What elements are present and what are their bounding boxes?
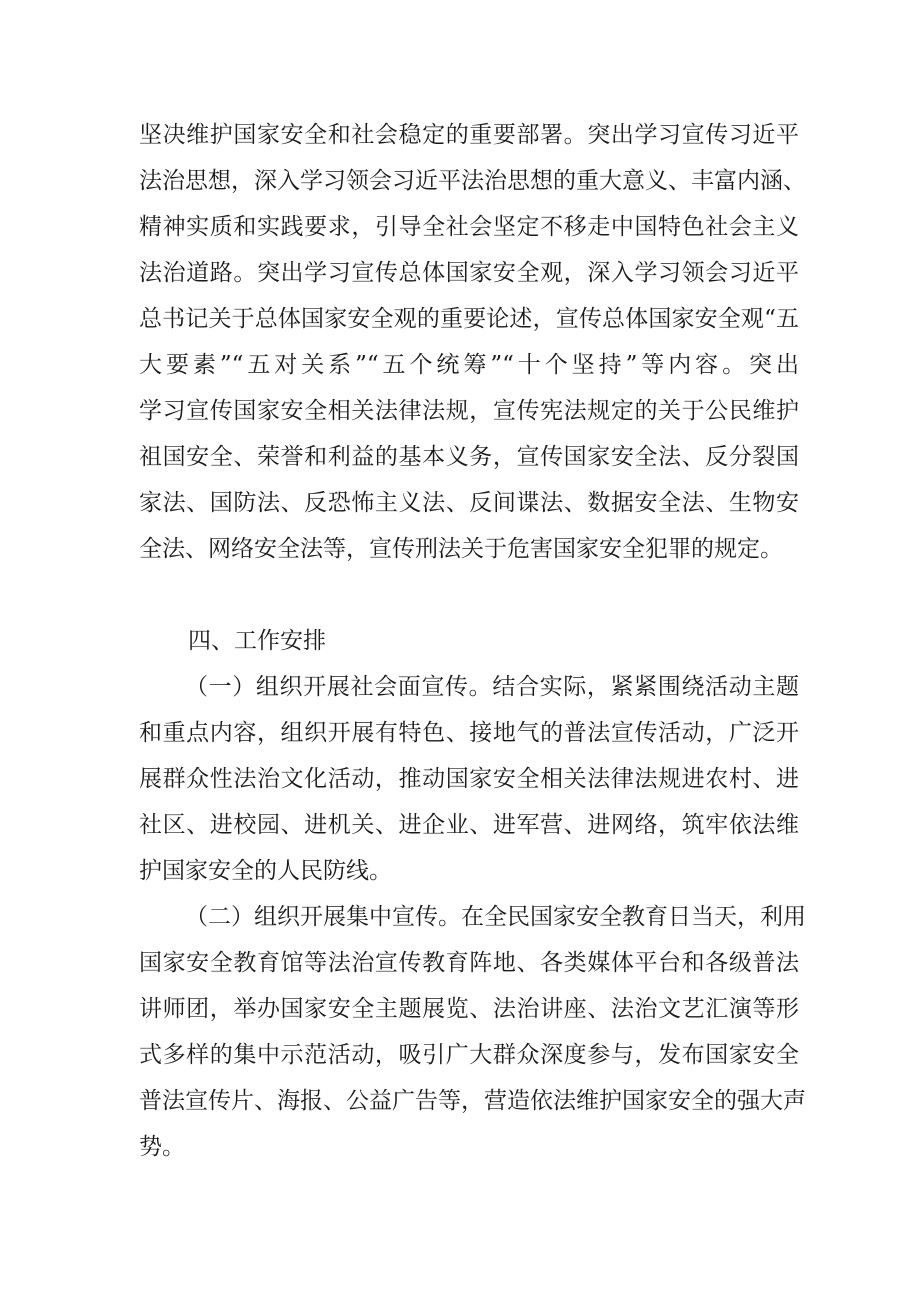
paragraph-two: [139, 894, 806, 1170]
text-line: 式多样的集中示范活动，吸引广大群众深度参与，发布国家安全: [139, 1042, 799, 1068]
text-line: （一）组织开展社会面宣传。结合实际，紧紧围绕活动主题: [185, 674, 799, 700]
text-line: 学习宣传国家安全相关法律法规，宣传宪法规定的关于公民维护: [139, 398, 799, 424]
text-line: 展群众性法治文化活动，推动国家安全相关法律法规进农村、进: [139, 766, 799, 792]
text-line: 法治道路。突出学习宣传总体国家安全观，深入学习领会习近平: [139, 260, 799, 286]
text-line: 总书记关于总体国家安全观的重要论述，宣传总体国家安全观“五: [139, 306, 799, 332]
text-line: 大要素”“五对关系”“五个统筹”“十个坚持”等内容。突出: [139, 352, 799, 378]
text-line: 坚决维护国家安全和社会稳定的重要部署。突出学习宣传习近平: [139, 122, 799, 148]
text-line: 势。: [139, 1134, 185, 1160]
text-line: 家法、国防法、反恐怖主义法、反间谍法、数据安全法、生物安: [139, 490, 799, 516]
section-heading: 四、工作安排: [188, 628, 326, 654]
text-line: （二）组织开展集中宣传。在全民国家安全教育日当天，利用: [185, 904, 806, 930]
paragraph-one: [139, 664, 799, 894]
text-line: 普法宣传片、海报、公益广告等，营造依法维护国家安全的强大声: [139, 1088, 806, 1114]
text-line: 全法、网络安全法等，宣传刑法关于危害国家安全犯罪的规定。: [139, 536, 783, 562]
text-line: 祖国安全、荣誉和利益的基本义务，宣传国家安全法、反分裂国: [139, 444, 799, 470]
text-line: 讲师团，举办国家安全主题展览、法治讲座、法治文艺汇演等形: [139, 996, 799, 1022]
text-line: 社区、进校园、进机关、进企业、进军营、进网络，筑牢依法维: [139, 812, 799, 838]
text-line: 护国家安全的人民防线。: [139, 858, 392, 884]
text-line: 法治思想，深入学习领会习近平法治思想的重大意义、丰富内涵、: [139, 168, 806, 194]
paragraph-intro: [139, 112, 806, 572]
text-line: 精神实质和实践要求，引导全社会坚定不移走中国特色社会主义: [139, 214, 799, 240]
text-line: 和重点内容，组织开展有特色、接地气的普法宣传活动，广泛开: [139, 720, 799, 746]
text-line: 国家安全教育馆等法治宣传教育阵地、各类媒体平台和各级普法: [139, 950, 799, 976]
